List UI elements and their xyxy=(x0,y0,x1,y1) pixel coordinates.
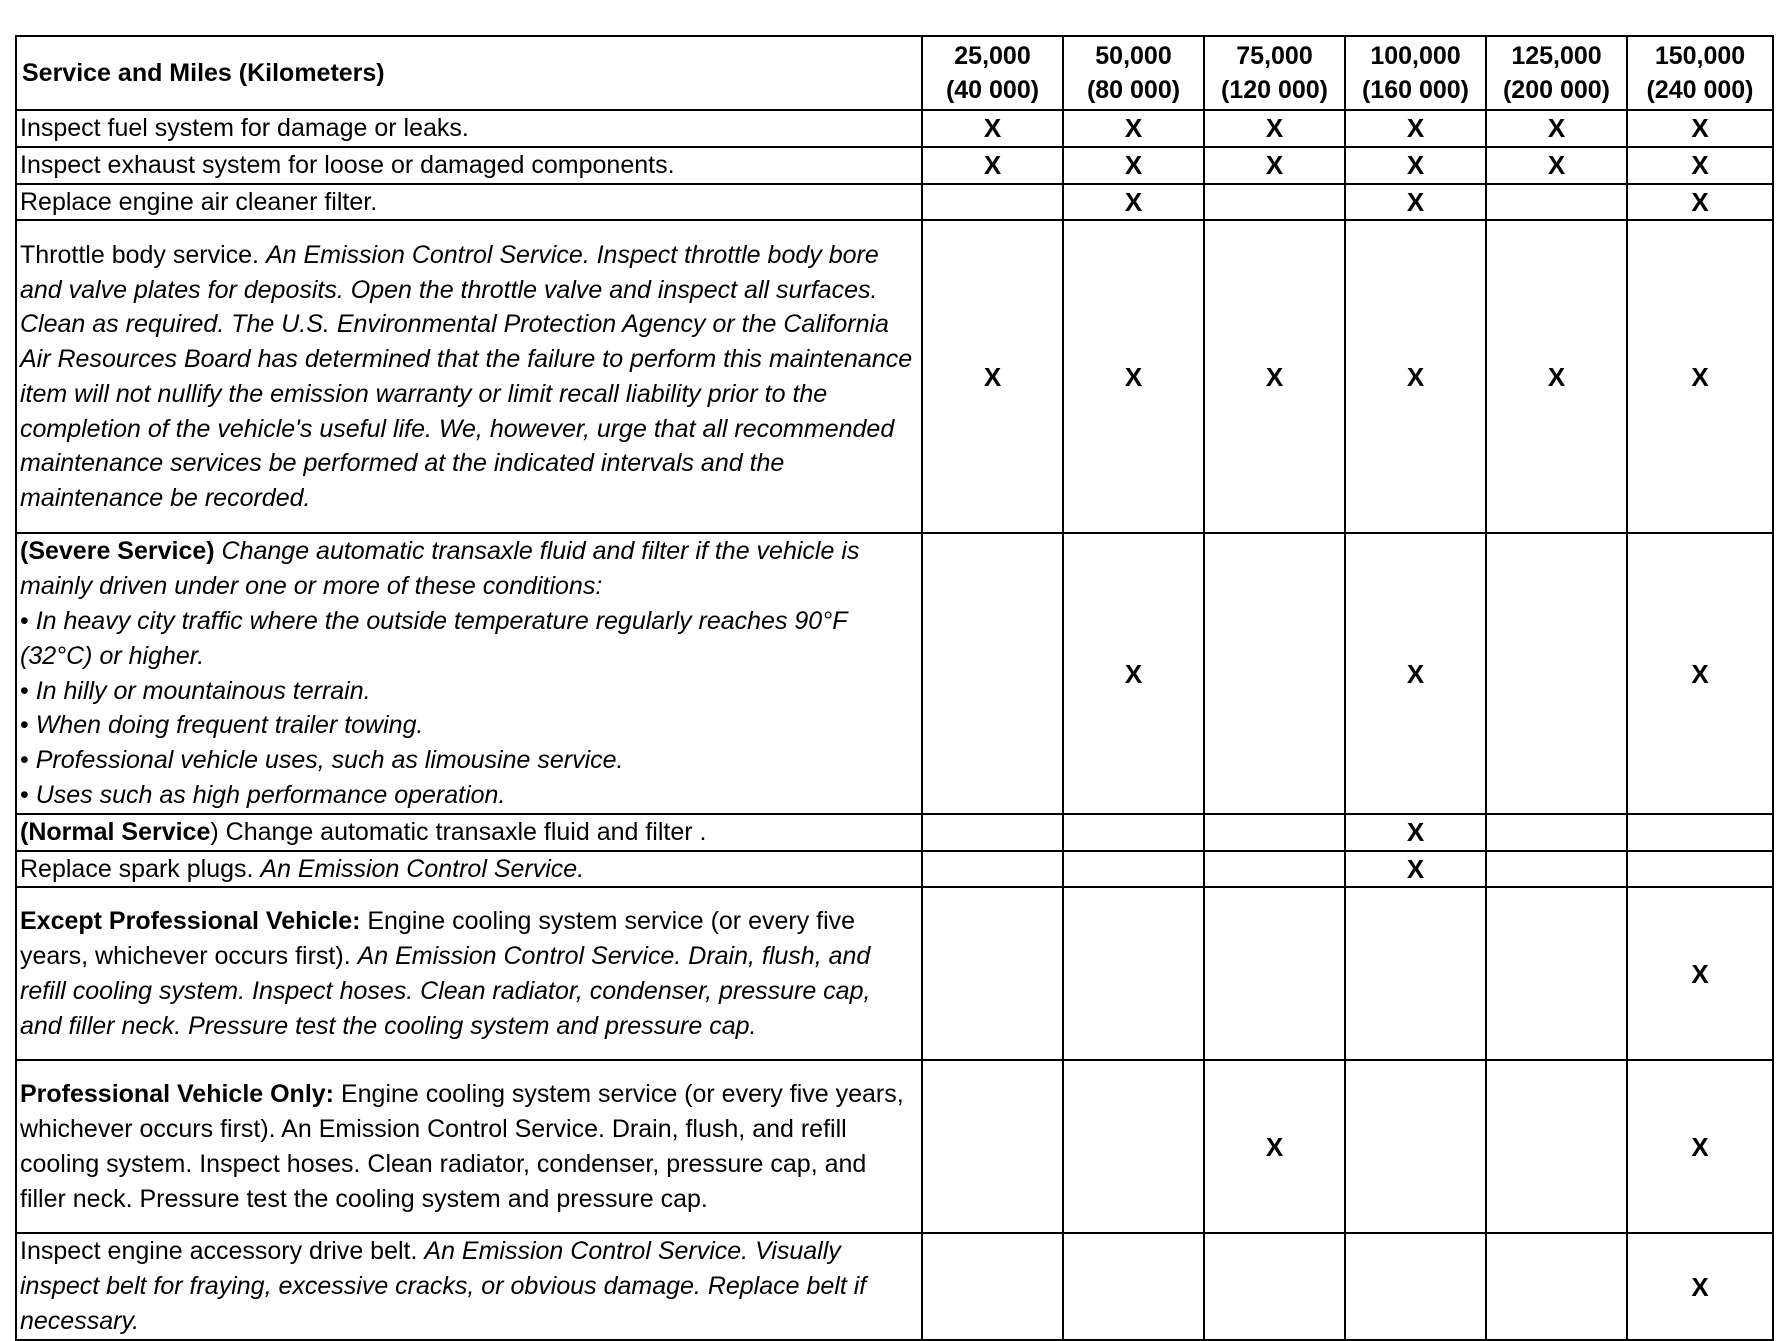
service-mark: X xyxy=(1627,147,1773,184)
empty-cell xyxy=(1063,1060,1204,1233)
service-mark: X xyxy=(1204,147,1345,184)
description-text-bold: (Normal Service xyxy=(20,817,211,846)
service-mark: X xyxy=(1486,220,1627,533)
empty-cell xyxy=(922,887,1063,1060)
service-description xyxy=(16,887,922,1060)
bullet-text: In hilly or mountainous terrain. xyxy=(35,676,371,705)
service-description xyxy=(16,1060,922,1233)
empty-cell xyxy=(1204,533,1345,813)
empty-cell xyxy=(1345,1060,1486,1233)
description-text-italic: Change automatic transaxle fluid and filter if the vehicle is mainly driven under one or more of these conditions: xyxy=(20,537,860,601)
interval-miles: 75,000 xyxy=(1236,42,1313,70)
service-row-normal-transaxle xyxy=(16,814,1773,851)
header-title: Service and Miles (Kilometers) xyxy=(16,36,922,110)
bullet-icon: • xyxy=(20,746,36,775)
empty-cell xyxy=(1204,851,1345,888)
interval-km: (240 000) xyxy=(1646,76,1754,104)
bullet-icon: • xyxy=(20,676,36,705)
service-mark: X xyxy=(1345,851,1486,888)
condition-bullet xyxy=(20,708,917,743)
bullet-text: Uses such as high performance operation. xyxy=(35,780,506,809)
description-text-italic: An Emission Control Service. Visually inspect belt for fraying, excessive cracks, or obvious damage. Replace belt if necessary. xyxy=(20,1237,867,1335)
empty-cell xyxy=(922,1233,1063,1339)
service-row-air-filter xyxy=(16,184,1773,221)
service-mark: X xyxy=(1627,533,1773,813)
empty-cell xyxy=(922,533,1063,813)
interval-km: (200 000) xyxy=(1502,76,1611,104)
service-row-throttle-body xyxy=(16,220,1773,533)
description-text-bold: Professional Vehicle Only: xyxy=(20,1080,335,1109)
interval-km: (80 000) xyxy=(1086,76,1181,104)
service-mark: X xyxy=(1063,184,1204,221)
empty-cell xyxy=(1486,814,1627,851)
interval-header-100000 xyxy=(1345,36,1486,110)
empty-cell xyxy=(1063,851,1204,888)
condition-bullet xyxy=(20,674,917,709)
description-text-normal: Throttle body service. xyxy=(20,240,266,269)
service-mark: X xyxy=(1063,147,1204,184)
empty-cell xyxy=(1345,887,1486,1060)
description-text-normal: Inspect engine accessory drive belt. xyxy=(20,1237,425,1266)
service-mark: X xyxy=(1627,220,1773,533)
bullet-icon: • xyxy=(20,606,36,635)
description-text-normal: Engine cooling system service (or every five years, whichever occurs first). xyxy=(20,907,856,971)
interval-header-125000 xyxy=(1486,36,1627,110)
service-row-drive-belt xyxy=(16,1233,1773,1339)
service-mark: X xyxy=(1486,147,1627,184)
service-description xyxy=(16,1233,922,1339)
interval-header-25000 xyxy=(922,36,1063,110)
bullet-text: Professional vehicle uses, such as limousine service. xyxy=(35,746,624,775)
description-text-normal: ) Change automatic transaxle fluid and filter . xyxy=(210,817,707,846)
service-row-spark-plugs xyxy=(16,851,1773,888)
interval-km: (160 000) xyxy=(1361,76,1470,104)
empty-cell xyxy=(1063,814,1204,851)
interval-miles: 150,000 xyxy=(1654,42,1746,70)
service-description xyxy=(16,533,922,813)
bullet-text: When doing frequent trailer towing. xyxy=(35,711,424,740)
service-mark: X xyxy=(1204,220,1345,533)
condition-bullet xyxy=(20,743,917,778)
service-mark: X xyxy=(922,147,1063,184)
interval-header-150000 xyxy=(1627,36,1773,110)
empty-cell xyxy=(1486,533,1627,813)
service-mark: X xyxy=(1345,110,1486,147)
service-row-exhaust-system xyxy=(16,147,1773,184)
service-mark: X xyxy=(1063,533,1204,813)
description-text-bold: Except Professional Vehicle: xyxy=(20,907,361,936)
service-description xyxy=(16,147,922,184)
service-row-cooling-professional-only xyxy=(16,1060,1773,1233)
condition-bullet xyxy=(20,604,917,674)
service-mark: X xyxy=(922,220,1063,533)
description-text-italic: An Emission Control Service. Drain, flush, and refill cooling system. Inspect hoses. Clean radiator, condenser, pressure cap, and filler neck. Pressure test the cooling system and pressure cap. xyxy=(20,942,871,1040)
service-mark: X xyxy=(1627,1233,1773,1339)
empty-cell xyxy=(1627,851,1773,888)
description-text-normal: Inspect exhaust system for loose or damaged components. xyxy=(20,150,675,179)
service-mark: X xyxy=(1627,184,1773,221)
service-row-cooling-except-professional xyxy=(16,887,1773,1060)
interval-miles: 100,000 xyxy=(1370,42,1461,70)
service-description xyxy=(16,851,922,888)
bullet-text: In heavy city traffic where the outside temperature regularly reaches 90°F (32°C) or higher. xyxy=(20,606,848,670)
description-text-normal: Engine cooling system service (or every five years, whichever occurs first). An Emission Control Service. Drain, flush, and refill cooling system. Inspect hoses. Clean radiator, condenser, pressure cap, and filler neck. Pressure test the cooling system and pressure cap. xyxy=(20,1080,904,1213)
bullet-icon: • xyxy=(20,711,36,740)
empty-cell xyxy=(922,1060,1063,1233)
interval-km: (40 000) xyxy=(945,76,1040,104)
description-text-normal: Replace engine air cleaner filter. xyxy=(20,187,378,216)
service-mark: X xyxy=(1204,1060,1345,1233)
empty-cell xyxy=(1486,1060,1627,1233)
empty-cell xyxy=(1204,887,1345,1060)
empty-cell xyxy=(1627,814,1773,851)
empty-cell xyxy=(922,184,1063,221)
description-text-normal: Inspect fuel system for damage or leaks. xyxy=(20,114,469,142)
interval-miles: 50,000 xyxy=(1095,42,1172,70)
service-mark: X xyxy=(1627,887,1773,1060)
interval-km: (120 000) xyxy=(1220,76,1329,104)
service-mark: X xyxy=(1345,814,1486,851)
description-text-normal: Replace spark plugs. xyxy=(20,854,261,883)
maintenance-schedule-table xyxy=(15,35,1774,1341)
service-mark: X xyxy=(1063,110,1204,147)
header-row xyxy=(16,36,1773,110)
description-text-italic: An Emission Control Service. Inspect throttle body bore and valve plates for deposits. Open the throttle valve and inspect all surfaces. Clean as required. The U.S. Environmental Protection Agency or the California Air Resources Board has determined that the failure to perform this maintenance item will not nullify the emission warranty or limit recall liability prior to the completion of the vehicle's useful life. We, however, urge that all recommended maintenance services be performed at the indicated intervals and the maintenance be recorded. xyxy=(20,240,913,513)
empty-cell xyxy=(1486,851,1627,888)
interval-miles: 25,000 xyxy=(954,42,1031,70)
empty-cell xyxy=(922,851,1063,888)
empty-cell xyxy=(1204,1233,1345,1339)
service-row-fuel-system xyxy=(16,110,1773,147)
empty-cell xyxy=(1486,184,1627,221)
service-description xyxy=(16,220,922,533)
schedule-body xyxy=(16,110,1773,1340)
service-mark: X xyxy=(1627,110,1773,147)
service-description xyxy=(16,110,922,147)
empty-cell xyxy=(1063,1233,1204,1339)
service-row-severe-transaxle xyxy=(16,533,1773,813)
service-description xyxy=(16,184,922,221)
empty-cell xyxy=(1204,814,1345,851)
empty-cell xyxy=(1486,887,1627,1060)
empty-cell xyxy=(1204,184,1345,221)
interval-header-75000 xyxy=(1204,36,1345,110)
bullet-icon: • xyxy=(20,780,36,809)
service-mark: X xyxy=(1345,184,1486,221)
service-mark: X xyxy=(1486,110,1627,147)
empty-cell xyxy=(1486,1233,1627,1339)
service-mark: X xyxy=(1063,220,1204,533)
description-text-italic: An Emission Control Service. xyxy=(260,854,585,883)
service-mark: X xyxy=(1345,220,1486,533)
empty-cell xyxy=(1063,887,1204,1060)
interval-miles: 125,000 xyxy=(1511,42,1602,70)
service-mark: X xyxy=(1627,1060,1773,1233)
service-mark: X xyxy=(1345,533,1486,813)
description-text-bold: (Severe Service) xyxy=(20,537,215,566)
service-mark: X xyxy=(1204,110,1345,147)
service-description xyxy=(16,814,922,851)
service-mark: X xyxy=(922,110,1063,147)
interval-header-50000 xyxy=(1063,36,1204,110)
condition-bullet xyxy=(20,778,917,813)
empty-cell xyxy=(922,814,1063,851)
service-mark: X xyxy=(1345,147,1486,184)
empty-cell xyxy=(1345,1233,1486,1339)
